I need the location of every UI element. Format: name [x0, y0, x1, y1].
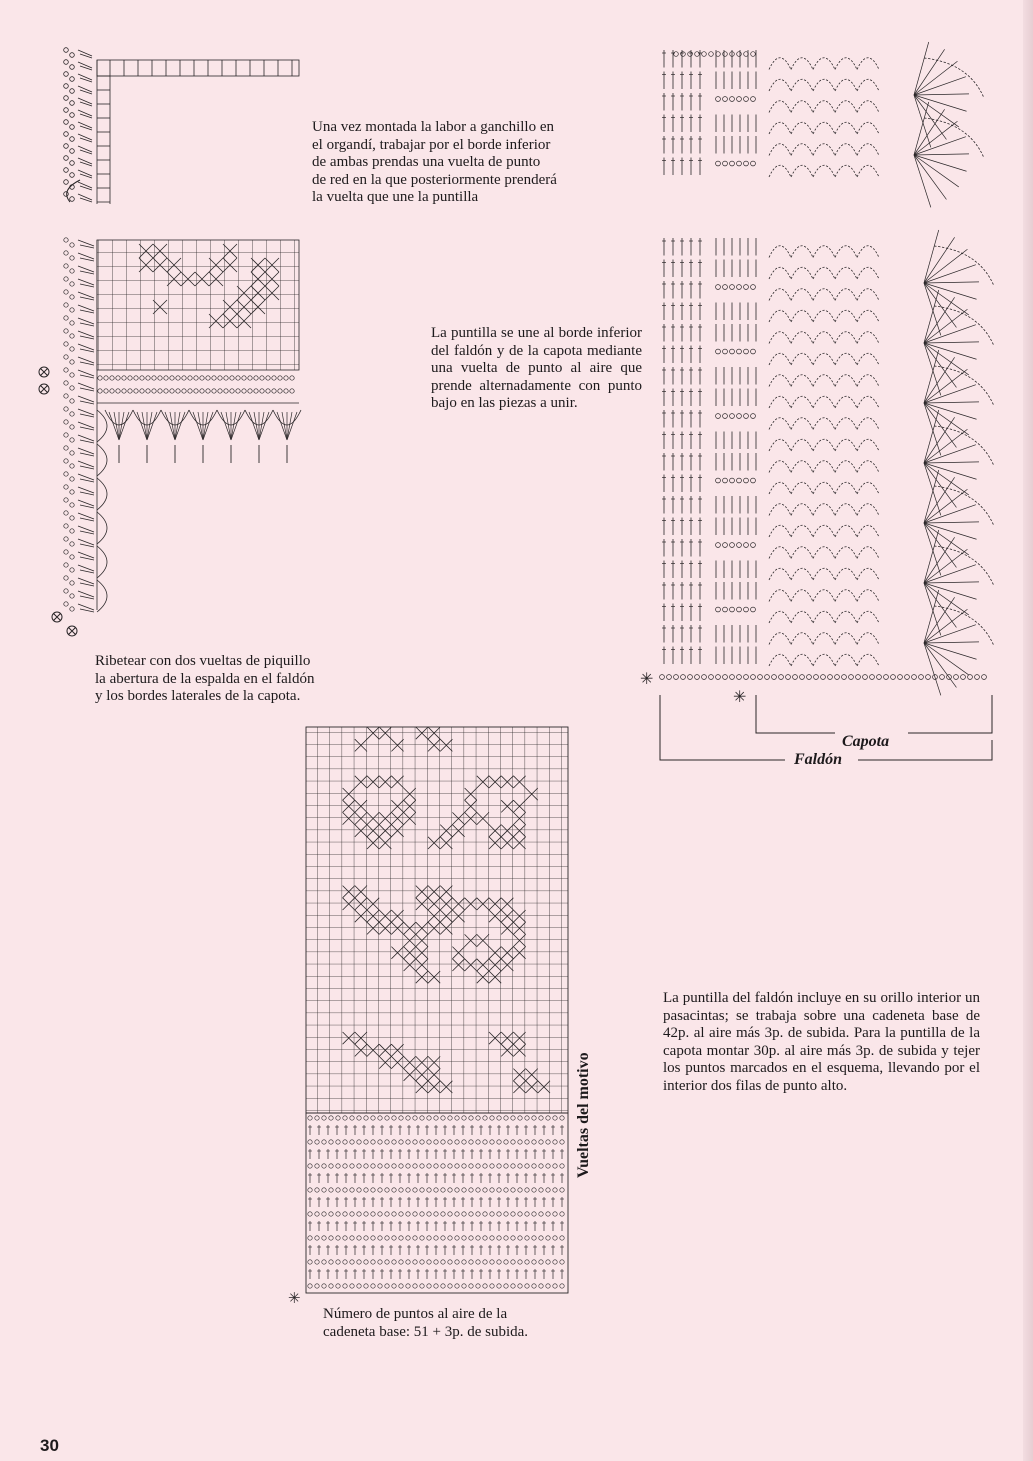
intro-note: Una vez montada la labor a ganchillo en el organdí, trabajar por el borde inferior de ambas prendas una vuelta de punto de red en la que posteriormente prenderá la vuelta que une la puntilla	[312, 119, 557, 205]
label-vueltas-del-motivo: Vueltas del motivo	[575, 1052, 592, 1178]
join-marker-icons	[39, 367, 77, 636]
start-asterisk-motif: ✳	[288, 1291, 301, 1307]
filet-chart-left	[39, 238, 301, 636]
label-capota: Capota	[842, 733, 890, 750]
start-asterisk-capota: ✳	[733, 689, 747, 706]
label-faldon: Faldón	[794, 751, 843, 768]
corner-chart-top	[64, 48, 299, 204]
page-number: 30	[40, 1436, 59, 1455]
filet-motif-chart	[288, 727, 592, 1307]
start-asterisk-right: ✳	[640, 671, 654, 688]
base-chain-note: Número de puntos al aire de la cadeneta base: 51 + 3p. de subida.	[323, 1306, 529, 1340]
edging-chart-top-right	[662, 42, 984, 207]
joining-note: La puntilla se une al borde inferior del faldón y de la capota mediante una vuelta de punto al aire que prende alternadamente con punto bajo en las piezas a unir.	[431, 325, 642, 411]
edging-chart-right	[640, 230, 994, 768]
edging-note: Ribetear con dos vueltas de piquillo la abertura de la espalda en el faldón y los bordes laterales de la capota.	[95, 653, 315, 704]
instructions-note: La puntilla del faldón incluye en su orillo interior un pasacintas; se trabaja sobre una cadeneta base de 42p. al aire más 3p. de subida. Para la puntilla de la capota montar 30p. al aire más 3p. de subida y tejer los puntos marcados en el esquema, llevando por el interior dos filas de punto alto.	[663, 990, 980, 1094]
